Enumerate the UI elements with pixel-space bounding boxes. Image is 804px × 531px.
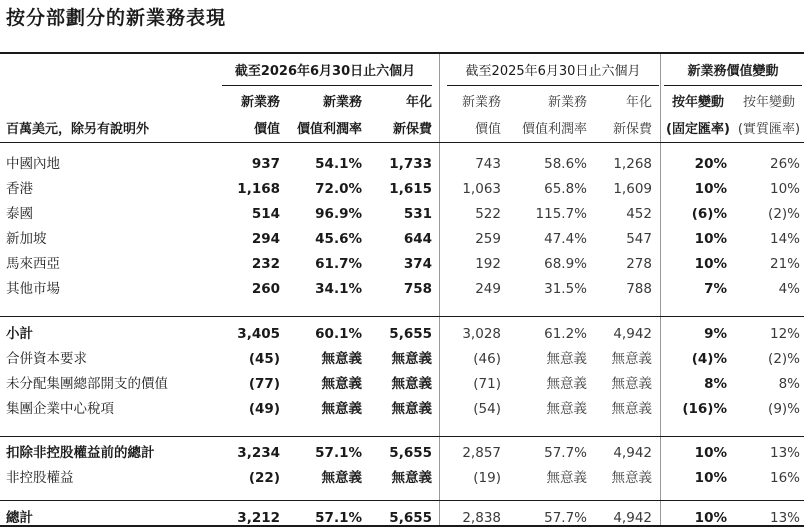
- table-cell-cfx: 8%: [704, 376, 727, 392]
- table-cell-a26: 1,733: [389, 156, 432, 172]
- table-cell-m26: 72.0%: [315, 181, 362, 197]
- table-cell-a26: 5,655: [389, 510, 432, 526]
- table-cell-v26: (77): [248, 376, 280, 392]
- col-header-margin-2025: 新業務: [547, 95, 587, 110]
- section-rule: [0, 316, 804, 317]
- underline-change: [664, 85, 802, 86]
- underline-2025: [447, 85, 659, 86]
- table-cell-m25: 68.9%: [544, 256, 587, 272]
- section-rule: [0, 500, 804, 501]
- column-separator: [660, 54, 661, 525]
- row-label: 其他市場: [6, 281, 60, 297]
- table-cell-m26: 57.1%: [315, 445, 362, 461]
- table-cell-v26: 3,405: [237, 326, 280, 342]
- table-cell-m25: 無意義: [546, 376, 587, 392]
- table-cell-m25: 58.6%: [544, 156, 587, 172]
- table-cell-cax: 12%: [769, 326, 800, 342]
- table-cell-cfx: (6)%: [691, 206, 727, 222]
- table-cell-v25: (46): [473, 351, 501, 367]
- table-cell-v26: 514: [251, 206, 280, 222]
- table-cell-m25: 47.4%: [544, 231, 587, 247]
- table-cell-cfx: (4)%: [691, 351, 727, 367]
- table-cell-a25: 1,609: [613, 181, 652, 197]
- table-cell-cax: 4%: [778, 281, 800, 297]
- table-cell-m25: 無意義: [546, 351, 587, 367]
- table-cell-a25: 1,268: [613, 156, 652, 172]
- table-cell-a25: 278: [626, 256, 652, 272]
- table-cell-a26: 無意義: [391, 470, 432, 486]
- table-cell-v26: (49): [248, 401, 280, 417]
- table-cell-cax: 21%: [769, 256, 800, 272]
- table-cell-v26: 3,234: [237, 445, 280, 461]
- table-cell-m26: 96.9%: [315, 206, 362, 222]
- top-rule: [0, 52, 804, 54]
- table-cell-m26: 61.7%: [315, 256, 362, 272]
- table-cell-a25: 452: [626, 206, 652, 222]
- col-header-margin-2025-line2: 價值利潤率: [521, 122, 587, 137]
- table-cell-m26: 無意義: [321, 351, 362, 367]
- table-cell-a25: 4,942: [613, 510, 652, 526]
- col-header-ape-2026-line2: 新保費: [392, 122, 432, 137]
- table-cell-m26: 54.1%: [315, 156, 362, 172]
- col-header-ape-2025-line2: 新保費: [612, 122, 652, 137]
- table-cell-cfx: 10%: [694, 510, 727, 526]
- row-label: 非控股權益: [6, 470, 74, 486]
- table-cell-m25: 115.7%: [535, 206, 587, 222]
- col-header-margin-2026: 新業務: [322, 95, 362, 110]
- col-header-nbv-2026-line2: 價值: [253, 122, 280, 137]
- table-cell-v26: 3,212: [237, 510, 280, 526]
- col-header-change-ax-line2: (實質匯率): [737, 122, 801, 137]
- table-cell-v25: 1,063: [462, 181, 501, 197]
- table-cell-cax: 16%: [769, 470, 800, 486]
- table-cell-v25: 3,028: [462, 326, 501, 342]
- row-label: 合併資本要求: [6, 351, 87, 367]
- row-label: 小計: [6, 326, 33, 342]
- col-header-nbv-2025-line2: 價值: [474, 122, 501, 137]
- table-cell-v25: 249: [475, 281, 501, 297]
- table-cell-m26: 60.1%: [315, 326, 362, 342]
- table-cell-v26: 232: [251, 256, 280, 272]
- header-rule: [0, 142, 804, 143]
- table-cell-cax: 8%: [778, 376, 800, 392]
- row-label: 未分配集團總部開支的價值: [6, 376, 168, 392]
- table-cell-v25: 259: [475, 231, 501, 247]
- table-cell-cax: 13%: [769, 510, 800, 526]
- table-cell-v26: 1,168: [237, 181, 280, 197]
- table-cell-v26: (45): [248, 351, 280, 367]
- table-cell-a25: 4,942: [613, 445, 652, 461]
- table-cell-cax: (2)%: [768, 351, 800, 367]
- table-cell-a26: 374: [403, 256, 432, 272]
- table-cell-v25: 522: [475, 206, 501, 222]
- table-cell-v25: (19): [473, 470, 501, 486]
- row-label: 馬來西亞: [6, 256, 60, 272]
- col-header-change-ax: 按年變動: [742, 95, 795, 110]
- table-cell-m25: 57.7%: [544, 445, 587, 461]
- table-cell-a25: 547: [626, 231, 652, 247]
- table-cell-cfx: 10%: [694, 181, 727, 197]
- table-cell-cfx: 20%: [694, 156, 727, 172]
- table-cell-cfx: 10%: [694, 445, 727, 461]
- table-cell-m26: 無意義: [321, 470, 362, 486]
- table-cell-a26: 無意義: [391, 351, 432, 367]
- underline-2026: [222, 85, 432, 86]
- table-cell-m26: 57.1%: [315, 510, 362, 526]
- table-cell-m26: 34.1%: [315, 281, 362, 297]
- table-cell-v25: (71): [473, 376, 501, 392]
- table-cell-cax: (2)%: [768, 206, 800, 222]
- row-label: 集團企業中心稅項: [6, 401, 114, 417]
- col-header-change-fx: 按年變動: [671, 95, 724, 110]
- table-cell-m26: 45.6%: [315, 231, 362, 247]
- table-cell-a26: 531: [403, 206, 432, 222]
- table-cell-v26: (22): [248, 470, 280, 486]
- group-header-2025: 截至2025年6月30日止六個月: [465, 64, 641, 79]
- table-cell-m25: 65.8%: [544, 181, 587, 197]
- table-cell-cfx: 10%: [694, 470, 727, 486]
- table-cell-a26: 644: [403, 231, 432, 247]
- table-cell-v26: 260: [251, 281, 280, 297]
- table-cell-cfx: 10%: [694, 231, 727, 247]
- table-cell-v25: 2,838: [462, 510, 501, 526]
- table-cell-a26: 5,655: [389, 445, 432, 461]
- table-cell-v26: 937: [251, 156, 280, 172]
- col-header-ape-2026: 年化: [405, 95, 432, 110]
- table-cell-v25: 192: [475, 256, 501, 272]
- col-header-nbv-2025: 新業務: [461, 95, 501, 110]
- table-cell-m26: 無意義: [321, 401, 362, 417]
- group-header-change: 新業務價值變動: [687, 64, 779, 79]
- table-cell-m25: 31.5%: [544, 281, 587, 297]
- table-cell-cax: 26%: [769, 156, 800, 172]
- table-cell-cax: 13%: [769, 445, 800, 461]
- table-cell-a26: 758: [403, 281, 432, 297]
- row-label: 香港: [6, 181, 33, 197]
- table-cell-cax: 10%: [769, 181, 800, 197]
- table-cell-v25: 743: [475, 156, 501, 172]
- table-cell-m25: 無意義: [546, 470, 587, 486]
- table-cell-v25: (54): [473, 401, 501, 417]
- section-rule: [0, 436, 804, 437]
- row-label: 扣除非控股權益前的總計: [6, 445, 155, 461]
- table-cell-m25: 無意義: [546, 401, 587, 417]
- table-cell-a25: 無意義: [611, 376, 652, 392]
- row-label: 中國內地: [6, 156, 60, 172]
- col-header-ape-2025: 年化: [625, 95, 652, 110]
- table-cell-cfx: 7%: [704, 281, 727, 297]
- col-header-change-fx-line2: (固定匯率): [666, 122, 730, 137]
- table-cell-v26: 294: [251, 231, 280, 247]
- table-cell-m26: 無意義: [321, 376, 362, 392]
- page-title: 按分部劃分的新業務表現: [6, 7, 227, 29]
- table-cell-a26: 5,655: [389, 326, 432, 342]
- table-cell-a25: 4,942: [613, 326, 652, 342]
- unit-label: 百萬美元，除另有說明外: [6, 122, 150, 137]
- col-header-nbv-2026: 新業務: [240, 95, 280, 110]
- table-cell-v25: 2,857: [462, 445, 501, 461]
- table-cell-a25: 無意義: [611, 351, 652, 367]
- row-label: 總計: [6, 510, 33, 526]
- table-cell-a25: 無意義: [611, 470, 652, 486]
- table-cell-m25: 57.7%: [544, 510, 587, 526]
- group-header-2026: 截至2026年6月30日止六個月: [234, 64, 416, 79]
- table-cell-m25: 61.2%: [544, 326, 587, 342]
- table-cell-a26: 無意義: [391, 376, 432, 392]
- table-cell-a26: 1,615: [389, 181, 432, 197]
- row-label: 泰國: [6, 206, 33, 222]
- table-cell-cax: 14%: [769, 231, 800, 247]
- table-cell-cax: (9)%: [768, 401, 800, 417]
- table-cell-a26: 無意義: [391, 401, 432, 417]
- table-cell-cfx: (16)%: [682, 401, 727, 417]
- col-header-margin-2026-line2: 價值利潤率: [296, 122, 362, 137]
- table-cell-a25: 無意義: [611, 401, 652, 417]
- table-cell-a25: 788: [626, 281, 652, 297]
- table-cell-cfx: 10%: [694, 256, 727, 272]
- row-label: 新加坡: [6, 231, 47, 247]
- table-cell-cfx: 9%: [704, 326, 727, 342]
